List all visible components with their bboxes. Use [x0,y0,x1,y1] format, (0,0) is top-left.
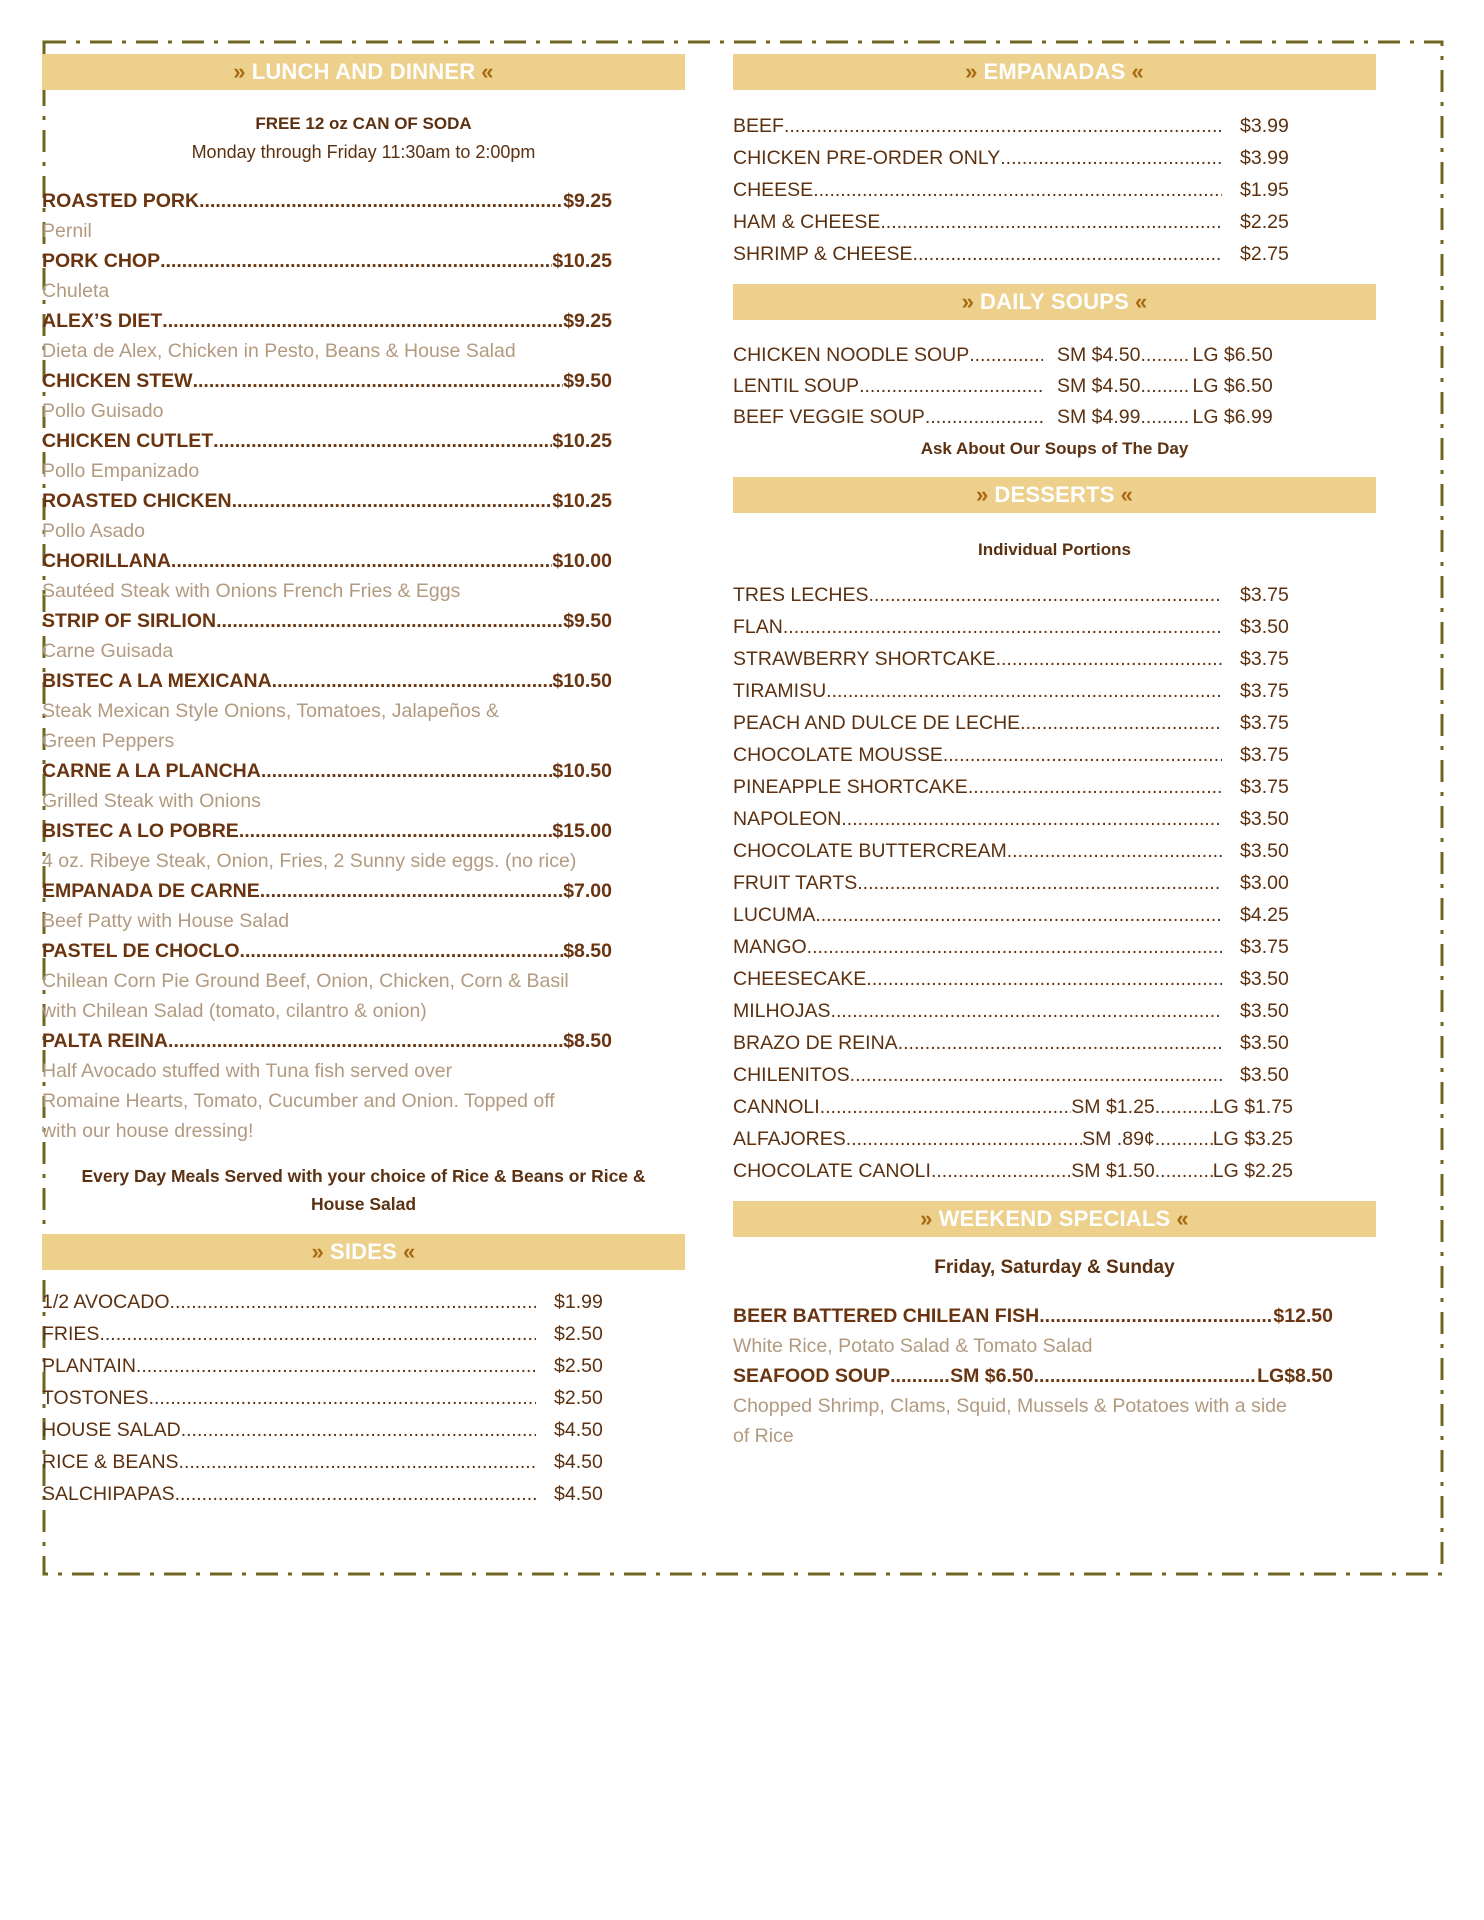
list-item [733,995,1298,1027]
item-name: ALFAJORES [733,1127,846,1150]
item-name: BISTEC A LO POBRE [42,820,239,842]
leader-dots [931,1160,1071,1183]
list-item [733,835,1298,867]
lunch-item-list [42,186,685,1146]
leader-dots [890,1361,950,1391]
list-item [733,707,1298,739]
item-price: $3.75 [1240,743,1289,766]
seafood-soup-desc-2: of Rice [733,1425,794,1447]
sides-header [42,1234,685,1270]
leader-dots [807,936,1222,959]
item-name: HAM & CHEESE [733,210,881,233]
section-title: WEEKEND SPECIALS [938,1206,1171,1231]
right-column [733,54,1376,1451]
leader-dots [181,1419,536,1442]
fish-desc: White Rice, Potato Salad & Tomato Salad [733,1335,1093,1357]
leader-dots [925,406,1043,429]
item-price: $3.50 [1240,1031,1289,1054]
menu-item [42,666,612,696]
list-item [733,675,1298,707]
list-item [733,803,1298,835]
meals-footer-note [42,1162,685,1218]
item-name: SHRIMP & CHEESE [733,242,913,265]
item-price-lg: LG $3.25 [1212,1127,1293,1150]
item-price: $2.75 [1240,242,1289,265]
item-description: Pollo Asado [42,520,145,542]
lunch-dinner-header [42,54,685,90]
soup-name-wrap [733,406,1043,429]
chevron-right-icon: « [481,59,494,84]
seafood-soup-desc-1: Chopped Shrimp, Clams, Squid, Mussels & Potatoes with a side [733,1395,1287,1417]
item-price-lg: LG $6.50 [1192,375,1273,397]
menu-item [42,366,612,396]
list-item [42,1446,612,1478]
leader-dots [160,246,552,276]
footer-line-1: Every Day Meals Served with your choice of Rice & Beans or Rice & [81,1166,646,1186]
chevron-left-icon: » [233,59,246,84]
item-name: FLAN [733,615,783,638]
leader-dots [1007,840,1222,863]
item-name: CHOCOLATE MOUSSE [733,743,943,766]
menu-item [42,486,612,516]
item-name: CARNE A LA PLANCHA [42,760,261,782]
item-name: CHORILLANA [42,550,171,572]
leader-dots [826,680,1222,703]
leader-dots [162,306,563,336]
item-price: $3.75 [1240,711,1289,734]
chevron-left-icon: » [975,482,989,507]
item-name: CHICKEN NOODLE SOUP [733,344,970,366]
item-name: PEACH AND DULCE DE LECHE [733,711,1021,734]
item-price: $3.50 [1240,999,1289,1022]
item-description: Green Peppers [42,730,175,752]
item-name: BEEF [733,114,784,137]
leader-dots [170,1291,536,1314]
item-name: TIRAMISU [733,679,827,702]
menu-item [42,876,612,906]
item-price: $10.25 [552,490,612,512]
item-price: $8.50 [563,940,612,962]
leader-dots [1155,1096,1213,1119]
leader-dots [1000,147,1222,170]
soup-item [733,402,1376,433]
menu-item [42,186,612,216]
item-name: PLANTAIN [42,1354,136,1377]
item-price-sm: SM $1.25 [1071,1095,1155,1118]
item-price: $9.25 [563,310,612,332]
leader-dots [850,1064,1222,1087]
section-title: SIDES [329,1239,398,1264]
item-name: CANNOLI [733,1095,820,1118]
section-title: LUNCH AND DINNER [251,59,476,84]
list-item [733,963,1298,995]
leader-dots [239,816,553,846]
item-price: $4.25 [1240,903,1289,926]
list-item [42,1350,612,1382]
item-price: $9.25 [563,190,612,212]
leader-dots [813,179,1222,202]
item-name: NAPOLEON [733,807,842,830]
item-name: SALCHIPAPAS [42,1482,175,1505]
item-name: CHEESECAKE [733,967,867,990]
item-description: Pollo Empanizado [42,460,200,482]
leader-dots [820,1096,1072,1119]
leader-dots [1155,1128,1213,1151]
leader-dots [857,872,1222,895]
list-item [733,739,1298,771]
leader-dots [260,876,563,906]
list-item [733,110,1298,142]
item-name: BISTEC A LA MEXICANA [42,670,272,692]
item-name: ROASTED CHICKEN [42,490,232,512]
leader-dots [913,243,1222,266]
menu-item [42,606,612,636]
leader-dots [996,648,1222,671]
item-name: ALEX’S DIET [42,310,163,332]
leader-dots [968,776,1222,799]
leader-dots [1140,344,1190,367]
item-name: BRAZO DE REINA [733,1031,898,1054]
item-name: PORK CHOP [42,250,161,272]
soups-header [733,284,1376,320]
sized-dessert-item [733,1155,1293,1187]
leader-dots [898,1032,1222,1055]
list-item [733,1059,1298,1091]
chevron-right-icon: « [1176,1206,1189,1231]
leader-dots [261,756,553,786]
section-title: EMPANADAS [983,59,1126,84]
item-price: $3.75 [1240,647,1289,670]
chevron-right-icon: « [1131,59,1144,84]
list-item [42,1286,612,1318]
item-price-sm: SM $4.50 [1057,375,1141,397]
item-description: with Chilean Salad (tomato, cilantro & onion) [42,1000,427,1022]
item-name: FRIES [42,1322,100,1345]
weekend-subtitle: Friday, Saturday & Sunday [934,1257,1175,1278]
item-name: CHICKEN CUTLET [42,430,214,452]
list-item [733,579,1298,611]
item-price-sm: SM $4.99 [1057,406,1141,428]
soups-list [733,340,1376,433]
item-description: Beef Patty with House Salad [42,910,290,932]
item-name: CHOCOLATE BUTTERCREAM [733,839,1007,862]
chevron-left-icon: » [311,1239,324,1264]
item-name: CHICKEN PRE-ORDER ONLY [733,146,1001,169]
item-name: PASTEL DE CHOCLO [42,940,240,962]
item-description: Pernil [42,220,92,242]
list-item [42,1382,612,1414]
leader-dots [168,1026,563,1056]
item-name: EMPANADA DE CARNE [42,880,260,902]
fish-item [733,1301,1333,1331]
weekend-header [733,1201,1376,1237]
leader-dots [149,1387,536,1410]
item-price-sm: SM $6.50 [950,1365,1034,1387]
item-price: $9.50 [563,370,612,392]
desserts-list [733,579,1376,1091]
leader-dots [783,616,1222,639]
footer-line-2: House Salad [310,1194,417,1214]
list-item [733,611,1298,643]
leader-dots [868,584,1222,607]
menu-item [42,756,612,786]
list-item [733,206,1298,238]
item-name: CHOCOLATE CANOLI [733,1159,931,1182]
menu-item [42,426,612,456]
item-description: Chuleta [42,280,110,302]
item-price: $3.75 [1240,935,1289,958]
soup-name-wrap [733,375,1043,398]
list-item [733,238,1298,270]
menu-item [42,306,612,336]
soup-item [733,371,1376,402]
chevron-right-icon: « [1134,289,1148,314]
item-name: STRIP OF SIRLION [42,610,217,632]
item-description: Dieta de Alex, Chicken in Pesto, Beans & House Salad [42,340,516,362]
list-item [733,931,1298,963]
empanadas-list [733,110,1376,270]
item-name: PINEAPPLE SHORTCAKE [733,775,968,798]
leader-dots [99,1323,536,1346]
leader-dots [272,666,553,696]
item-description: Pollo Guisado [42,400,164,422]
list-item [733,867,1298,899]
item-description: with our house dressing! [42,1120,254,1142]
item-price-sm: SM $4.50 [1057,344,1141,366]
item-name: LUCUMA [733,903,816,926]
leader-dots [943,744,1222,767]
leader-dots [1034,1361,1258,1391]
item-name: TRES LECHES [733,583,869,606]
item-name: MILHOJAS [733,999,831,1022]
desserts-sized-list [733,1091,1376,1187]
item-name: PALTA REINA [42,1030,169,1052]
item-price-sm: SM $1.50 [1071,1159,1155,1182]
item-price: $1.99 [554,1290,603,1313]
empanadas-header [733,54,1376,90]
item-description: Half Avocado stuffed with Tuna fish served over [42,1060,453,1082]
list-item [733,643,1298,675]
item-price-lg: LG$8.50 [1257,1365,1333,1387]
list-item [733,899,1298,931]
item-description: Chilean Corn Pie Ground Beef, Onion, Chicken, Corn & Basil [42,970,569,992]
item-description: Steak Mexican Style Onions, Tomatoes, Jalapeños & [42,700,500,722]
leader-dots [175,1483,536,1506]
item-name: BEEF VEGGIE SOUP [733,406,925,428]
chevron-right-icon: « [1120,482,1134,507]
leader-dots [1039,1301,1273,1331]
chevron-right-icon: « [403,1239,416,1264]
item-price: $15.00 [552,820,612,842]
seafood-soup-item [733,1361,1333,1391]
leader-dots [193,366,564,396]
promo-hours: Monday through Friday 11:30am to 2:00pm [191,142,536,162]
section-title: DAILY SOUPS [980,289,1129,314]
soup-name-wrap [733,344,1043,367]
leader-dots [969,344,1043,367]
leader-dots [240,936,564,966]
leader-dots [841,808,1222,831]
list-item [733,174,1298,206]
item-description: Romaine Hearts, Tomato, Cucumber and Onion. Topped off [42,1090,555,1112]
leader-dots [216,606,563,636]
item-name: LENTIL SOUP [733,375,860,397]
item-price: $3.50 [1240,1063,1289,1086]
item-price: $3.99 [1240,114,1289,137]
sides-list [42,1286,685,1510]
item-price: $10.00 [552,550,612,572]
item-price: $3.50 [1240,615,1289,638]
item-price: $2.50 [554,1386,603,1409]
item-name: TOSTONES [42,1386,149,1409]
item-price-lg: LG $6.99 [1192,406,1273,428]
item-name: SEAFOOD SOUP [733,1365,891,1387]
menu-item [42,546,612,576]
item-price: $3.75 [1240,775,1289,798]
leader-dots [866,968,1222,991]
leader-dots [1140,406,1190,429]
item-price: $4.50 [554,1450,603,1473]
item-price: $3.50 [1240,967,1289,990]
leader-dots [1140,375,1190,398]
list-item [733,142,1298,174]
left-column [42,54,685,1510]
menu-item [42,936,612,966]
item-price-lg: LG $1.75 [1212,1095,1293,1118]
item-price: $3.50 [1240,807,1289,830]
item-price: $2.25 [1240,210,1289,233]
list-item [733,771,1298,803]
item-price: $12.50 [1273,1305,1333,1327]
menu-item [42,246,612,276]
leader-dots [179,1451,536,1474]
item-description: 4 oz. Ribeye Steak, Onion, Fries, 2 Sunny side eggs. (no rice) [42,850,577,872]
item-price: $9.50 [563,610,612,632]
item-price: $3.75 [1240,679,1289,702]
soup-item [733,340,1376,371]
chevron-left-icon: » [961,289,975,314]
item-name: HOUSE SALAD [42,1418,181,1441]
item-name: BEER BATTERED CHILEAN FISH [733,1305,1040,1327]
leader-dots [846,1128,1082,1151]
leader-dots [831,1000,1222,1023]
menu-item [42,1026,612,1056]
menu-item [42,816,612,846]
desserts-subtitle: Individual Portions [977,540,1131,559]
promo-title: FREE 12 oz CAN OF SODA [255,114,472,133]
section-title: DESSERTS [994,482,1115,507]
item-name: ROASTED PORK [42,190,200,212]
leader-dots [213,426,552,456]
item-name: RICE & BEANS [42,1450,179,1473]
sized-dessert-item [733,1123,1293,1155]
item-name: 1/2 AVOCADO [42,1290,170,1313]
desserts-header [733,477,1376,513]
leader-dots [815,904,1222,927]
item-price: $2.50 [554,1354,603,1377]
item-price: $10.50 [552,760,612,782]
item-price-sm: SM .89¢ [1082,1127,1155,1150]
item-price: $10.50 [552,670,612,692]
item-price: $3.75 [1240,583,1289,606]
item-price: $3.50 [1240,839,1289,862]
leader-dots [171,546,552,576]
soups-note: Ask About Our Soups of The Day [920,439,1189,458]
list-item [733,1027,1298,1059]
leader-dots [784,115,1222,138]
leader-dots [199,186,563,216]
leader-dots [1020,712,1222,735]
item-price: $8.50 [563,1030,612,1052]
item-price: $3.00 [1240,871,1289,894]
leader-dots [232,486,553,516]
leader-dots [136,1355,536,1378]
item-price: $4.50 [554,1418,603,1441]
item-price: $4.50 [554,1482,603,1505]
item-description: Sautéed Steak with Onions French Fries & Eggs [42,580,461,602]
leader-dots [880,211,1222,234]
leader-dots [1155,1160,1213,1183]
item-name: STRAWBERRY SHORTCAKE [733,647,996,670]
item-price: $10.25 [552,250,612,272]
leader-dots [859,375,1043,398]
list-item [42,1478,612,1510]
item-description: Grilled Steak with Onions [42,790,261,812]
item-price-lg: LG $2.25 [1212,1159,1293,1182]
chevron-left-icon: » [965,59,978,84]
item-price-lg: LG $6.50 [1192,344,1273,366]
item-price: $3.99 [1240,146,1289,169]
item-name: CHICKEN STEW [42,370,193,392]
list-item [42,1414,612,1446]
item-price: $2.50 [554,1322,603,1345]
item-description: Carne Guisada [42,640,174,662]
item-name: FRUIT TARTS [733,871,858,894]
list-item [42,1318,612,1350]
item-price: $7.00 [563,880,612,902]
item-name: CHILENITOS [733,1063,850,1086]
item-name: CHEESE [733,178,814,201]
sized-dessert-item [733,1091,1293,1123]
item-price: $1.95 [1240,178,1289,201]
chevron-left-icon: » [920,1206,933,1231]
item-price: $10.25 [552,430,612,452]
item-name: MANGO [733,935,807,958]
